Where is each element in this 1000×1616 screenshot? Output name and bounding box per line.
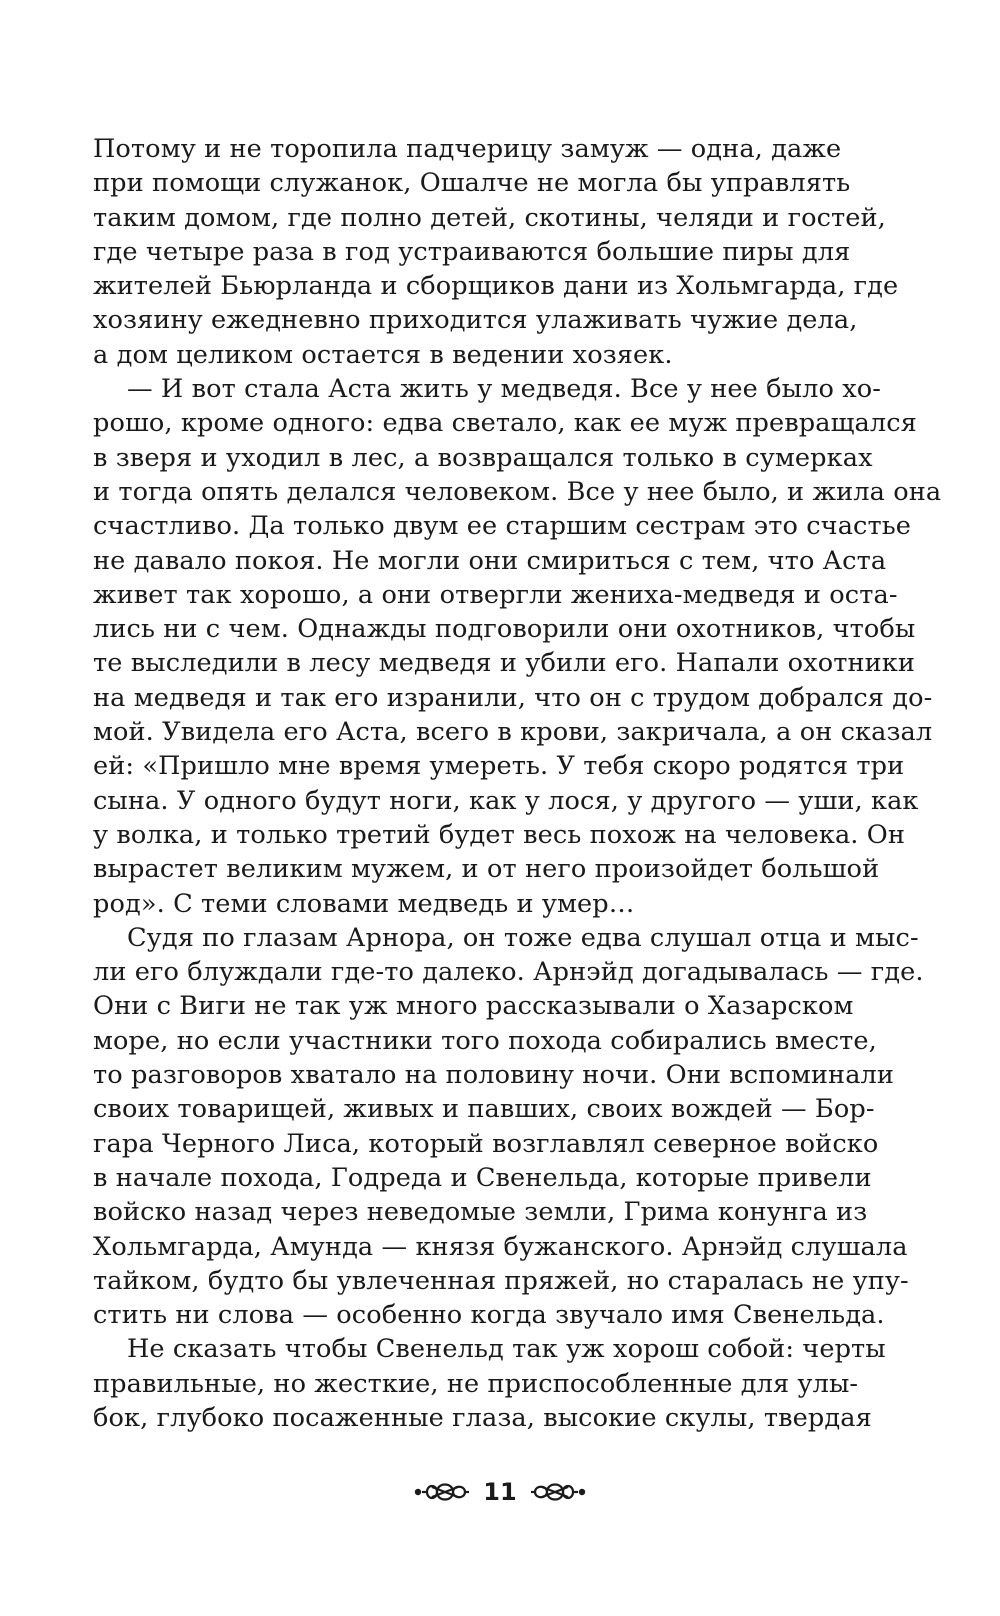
text-line: бок, глубоко посаженные глаза, высокие скулы, твердая <box>93 1402 872 1433</box>
text-line: лись ни с чем. Однажды подговорили они охотников, чтобы <box>93 614 916 645</box>
text-line: Не сказать чтобы Свенельд так уж хорош собой: черты <box>127 1334 886 1365</box>
text-line: гара Черного Лиса, который возглавлял северное войско <box>93 1128 879 1159</box>
paragraph <box>93 1332 886 1435</box>
text-line: сына. У одного будут ноги, как у лося, у другого — уши, как <box>93 785 919 816</box>
paragraph <box>93 921 924 1333</box>
text-line: вырастет великим мужем, и от него произойдет большой <box>93 854 880 885</box>
text-line: море, но если участники того похода собирались вместе, <box>93 1025 877 1056</box>
text-line: ей: «Пришло мне время умереть. У тебя скоро родятся три <box>93 751 905 782</box>
text-line: в зверя и уходил в лес, а возвращался только в сумерках <box>93 442 873 473</box>
text-line: те выследили в лесу медведя и убили его. Напали охотники <box>93 648 916 679</box>
text-line: счастливо. Да только двум ее старшим сестрам это счастье <box>93 511 912 542</box>
text-line: род». С теми словами медведь и умер… <box>93 888 635 919</box>
text-line: Потому и не торопила падчерицу замуж — одна, даже <box>93 134 842 164</box>
text-line: при помощи служанок, Ошалче не могла бы управлять <box>93 168 851 199</box>
text-line: то разговоров хватало на половину ночи. Они вспоминали <box>93 1060 895 1091</box>
text-line: в начале похода, Годреда и Свенельда, которые привели <box>93 1162 872 1193</box>
text-line: у волка, и только третий будет весь похож на человека. Он <box>93 819 906 850</box>
text-line: жителей Бьюрланда и сборщиков дани из Хольмгарда, где <box>93 271 899 302</box>
paragraph <box>93 132 899 372</box>
text-line: тайком, будто бы увлеченная пряжей, но старалась не упу- <box>93 1265 909 1296</box>
text-line: Судя по глазам Арнора, он тоже едва слушал отца и мыс- <box>127 922 919 953</box>
text-line: рошо, кроме одного: едва светало, как ее муж превращался <box>93 408 917 439</box>
text-line: хозяину ежедневно приходится улаживать чужие дела, <box>93 305 858 336</box>
text-line: где четыре раза в год устраиваются большие пиры для <box>93 236 851 267</box>
text-line: своих товарищей, живых и павших, своих вождей — Бор- <box>93 1094 875 1125</box>
paragraph <box>93 372 942 921</box>
text-line: не давало покоя. Не могли они смириться с тем, что Аста <box>93 545 887 576</box>
text-line: правильные, но жесткие, не приспособленные для улы- <box>93 1368 859 1399</box>
page-number: 11 <box>483 1478 517 1506</box>
text-line: Они с Виги не так уж много рассказывали о Хазарском <box>93 991 854 1022</box>
ornament-left-icon <box>413 1478 471 1506</box>
text-line: мой. Увидела его Аста, всего в крови, закричала, а он сказал <box>93 717 933 748</box>
ornament-right-icon <box>529 1478 587 1506</box>
text-line: таким домом, где полно детей, скотины, челяди и гостей, <box>93 202 886 233</box>
text-line: ли его блуждали где-то далеко. Арнэйд догадывалась — где. <box>93 957 924 988</box>
page-body <box>93 132 942 1435</box>
page-folio <box>0 1470 1000 1514</box>
text-line: Хольмгарда, Амунда — князя бужанского. Арнэйд слушала <box>93 1231 908 1262</box>
text-line: а дом целиком остается в ведении хозяек. <box>93 339 673 370</box>
text-line: стить ни слова — особенно когда звучало имя Свенельда. <box>93 1300 885 1331</box>
text-line: войско назад через неведомые земли, Грима конунга из <box>93 1197 868 1228</box>
text-line: — И вот стала Аста жить у медведя. Все у нее было хо- <box>127 374 882 405</box>
text-line: и тогда опять делался человеком. Все у нее было, и жила она <box>93 476 942 507</box>
text-line: живет так хорошо, а они отвергли жениха-медведя и оста- <box>93 579 898 610</box>
text-line: на медведя и так его изранили, что он с трудом добрался до- <box>93 682 933 713</box>
